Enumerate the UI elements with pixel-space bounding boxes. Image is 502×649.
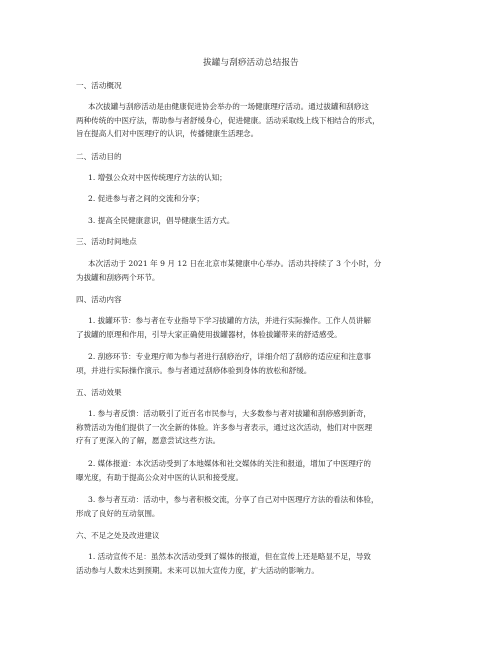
text-line: 曝光度，有助于提高公众对中医的认识和接受度。	[76, 472, 244, 482]
paragraph-media	[76, 457, 430, 484]
text-line: 形成了良好的互动氛围。	[76, 508, 160, 518]
text-line: 本次拔罐与刮痧活动是由健康促进协会举办的一场健康理疗活动。通过拔罐和刮痧这	[88, 102, 369, 111]
paragraph-interaction	[76, 493, 430, 520]
list-item: 3. 提高全民健康意识，倡导健康生活方式。	[88, 216, 235, 225]
paragraph-time-place	[76, 257, 430, 284]
section-heading-purpose: 二、活动目的	[76, 152, 122, 161]
section-heading-content: 四、活动内容	[76, 295, 122, 304]
text-line: 2. 刮痧环节：专业理疗师为参与者进行刮痧治疗，详细介绍了刮痧的适应症和注意事	[88, 352, 372, 361]
text-line: 活动参与人数未达到预期。未来可以加大宣传力度，扩大活动的影响力。	[76, 565, 319, 575]
text-line: 为拔罐和刮痧两个环节。	[76, 272, 160, 282]
document-title: 拔罐与刮痧活动总结报告	[203, 58, 299, 68]
paragraph-feedback	[76, 407, 430, 448]
paragraph-cupping	[76, 314, 430, 341]
section-heading-improvements: 六、不足之处及改进建议	[76, 531, 160, 540]
text-line: 了拔罐的原理和作用，引导大家正确使用拔罐器材，体验拔罐带来的舒适感受。	[76, 329, 342, 339]
text-line: 1. 活动宣传不足：虽然本次活动受到了媒体的报道，但在宣传上还是略显不足，导致	[88, 552, 372, 561]
section-heading-results: 五、活动效果	[76, 388, 122, 397]
paragraph-gua-sha	[76, 350, 430, 377]
text-line: 疗有了更深入的了解，愿意尝试这些方法。	[76, 436, 221, 445]
list-purpose-item-1	[76, 171, 430, 185]
text-line: 1. 参与者反馈：活动吸引了近百名市民参与，大多数参与者对拔罐和刮痧感到新奇，	[88, 409, 372, 418]
section-heading-time-place: 三、活动时间地点	[76, 237, 137, 246]
list-purpose-item-2	[76, 192, 430, 206]
text-line: 本次活动于 2021 年 9 月 12 日在北京市某健康中心举办。活动共持续了 3 个小时，分	[88, 259, 382, 268]
text-line: 称赞活动为他们提供了一次全新的体验。许多参与者表示，通过这次活动，他们对中医理	[76, 422, 373, 432]
text-line: 2. 媒体报道：本次活动受到了本地媒体和社交媒体的关注和报道，增加了中医理疗的	[88, 459, 372, 468]
paragraph-overview	[76, 100, 430, 141]
text-line: 两种传统的中医疗法，帮助参与者舒缓身心，促进健康。活动采取线上线下相结合的形式，	[76, 115, 380, 125]
list-item: 2. 促进参与者之间的交流和分享；	[88, 194, 204, 203]
text-line: 3. 参与者互动：活动中，参与者积极交流，分享了自己对中医理疗方法的看法和体验，	[88, 495, 379, 504]
text-line: 项，并进行实际操作演示。参与者通过刮痧体验到身体的放松和舒缓。	[76, 365, 312, 375]
section-heading-overview: 一、活动概况	[76, 81, 122, 90]
list-item: 1. 增强公众对中医传统理疗方法的认知；	[88, 173, 227, 182]
text-line: 旨在提高人们对中医理疗的认识，传播健康生活理念。	[76, 129, 259, 138]
paragraph-promotion	[76, 550, 430, 577]
text-line: 1. 拔罐环节：参与者在专业指导下学习拔罐的方法，并进行实际操作。工作人员讲解	[88, 316, 372, 325]
list-purpose-item-3	[76, 214, 430, 228]
